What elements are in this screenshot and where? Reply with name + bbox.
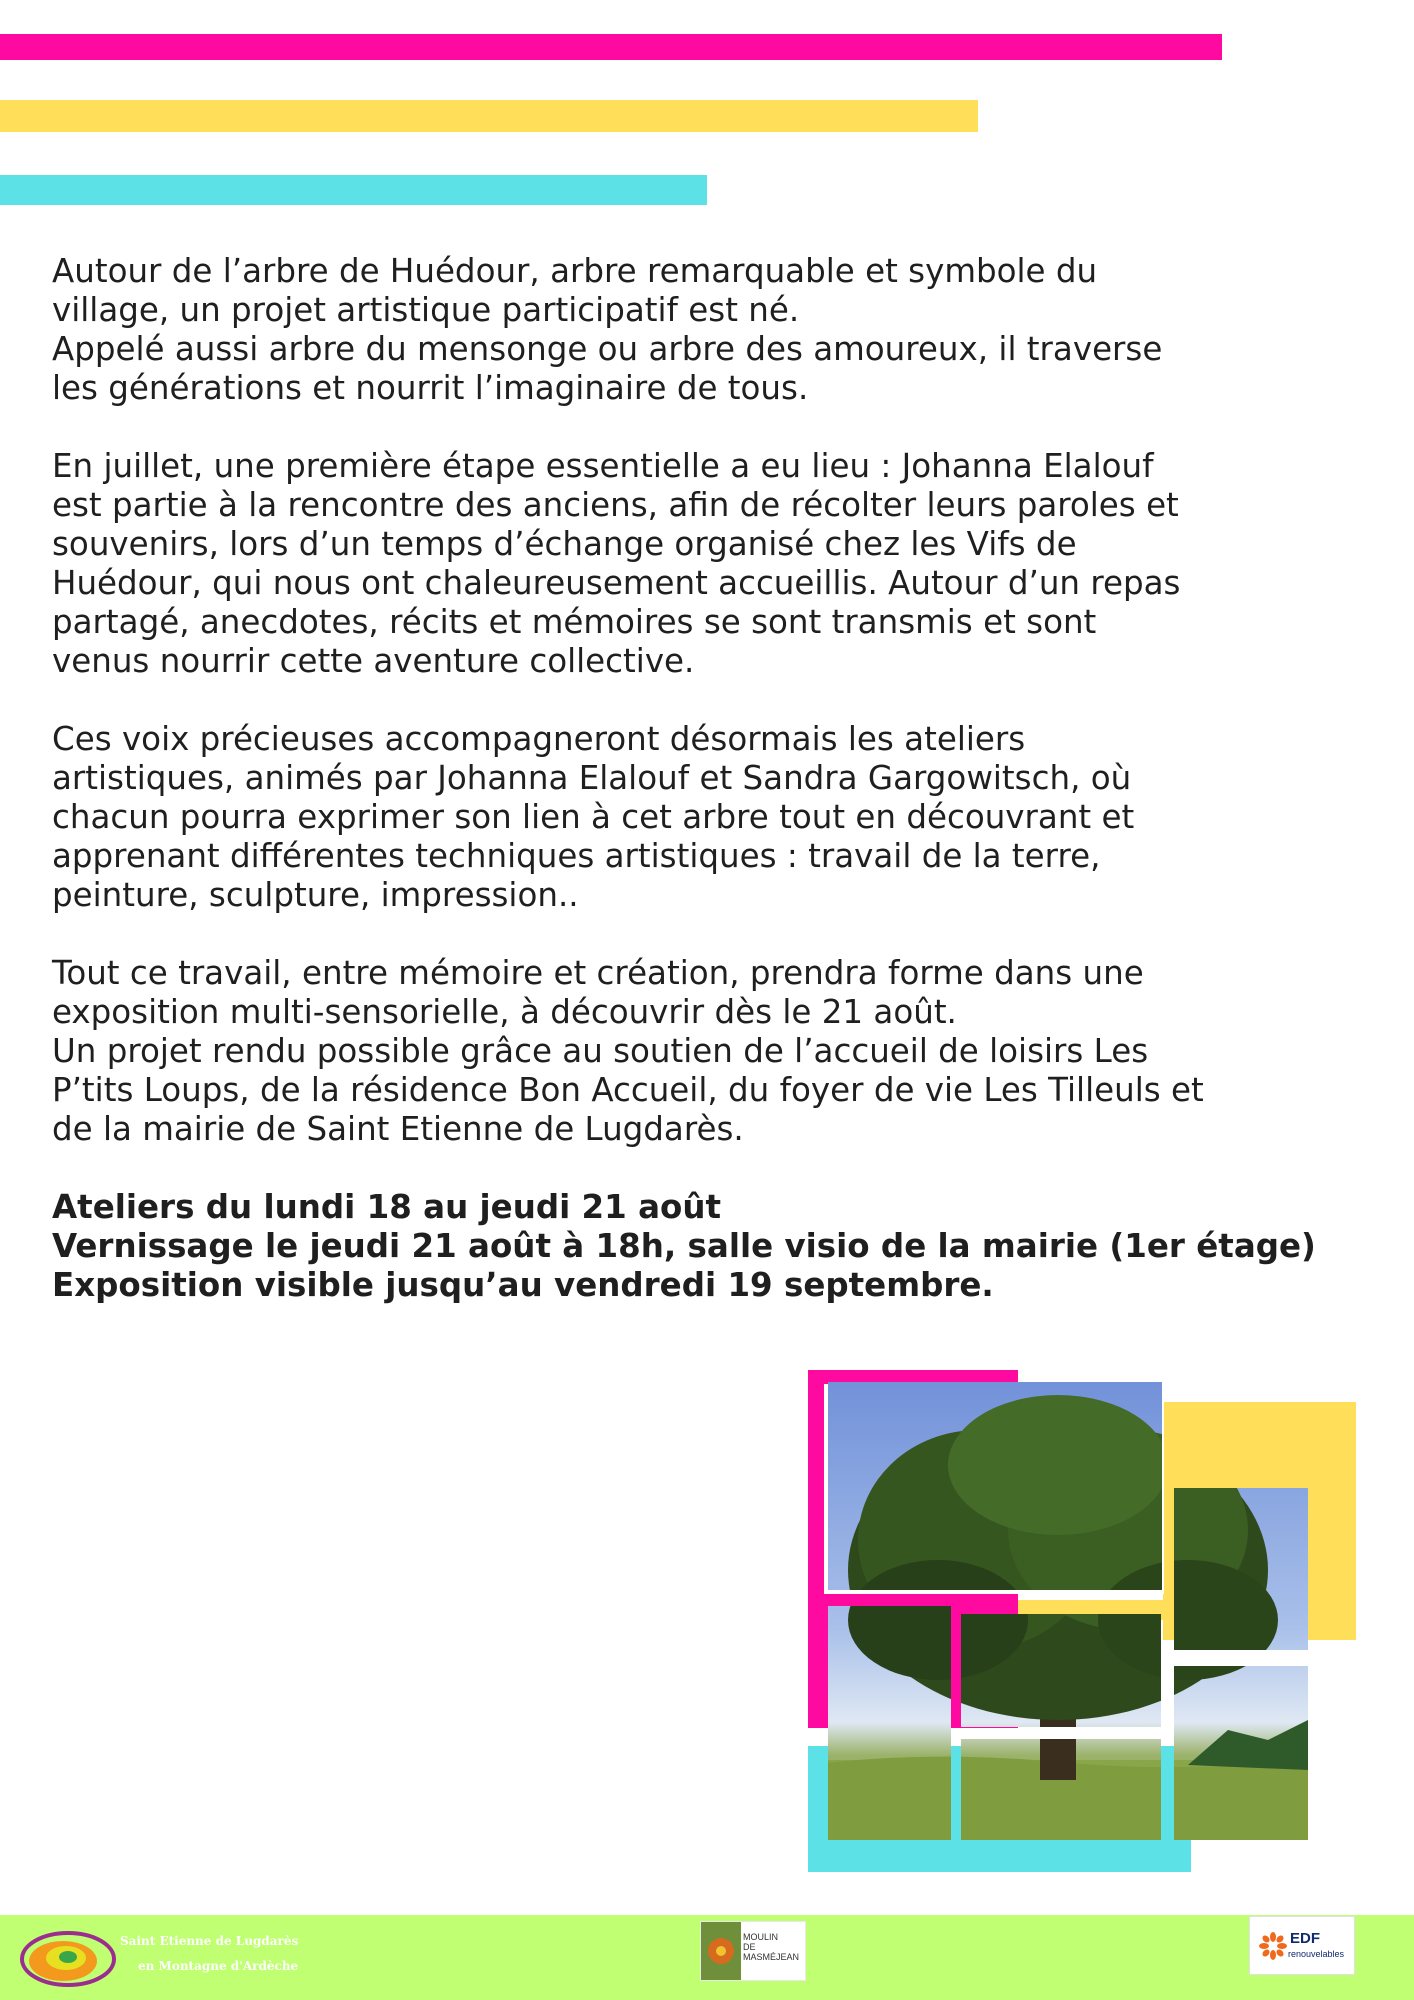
mill-wheel-icon (701, 1922, 741, 1980)
moulin-logo (700, 1921, 806, 1981)
pink-decorative-bar (0, 34, 1222, 60)
text-line: les générations et nourrit l’imaginaire de tous. (52, 369, 809, 407)
text-line: de la mairie de Saint Etienne de Lugdarès. (52, 1110, 744, 1148)
text-line: P’tits Loups, de la résidence Bon Accueil, du foyer de vie Les Tilleuls et (52, 1071, 1204, 1109)
text-line: Tout ce travail, entre mémoire et création, prendra forme dans une (52, 954, 1144, 992)
moulin-name (743, 1932, 799, 1962)
highlight-opening: Vernissage le jeudi 21 août à 18h, salle visio de la mairie (1er étage) (52, 1227, 1316, 1265)
text-line: souvenirs, lors d’un temps d’échange organisé chez les Vifs de (52, 525, 1077, 563)
town-name-line1: Saint Etienne de Lugdarès (120, 1934, 299, 1948)
tree-photo-tile (961, 1614, 1161, 1727)
edf-logo (1249, 1916, 1355, 1975)
tree-photo-tile (1174, 1666, 1330, 1851)
tree-photo-tile (1174, 1488, 1330, 1650)
text-line: artistiques, animés par Johanna Elalouf et Sandra Gargowitsch, où (52, 759, 1132, 797)
edf-subtitle: renouvelables (1288, 1949, 1345, 1959)
paragraph-workshops (52, 720, 1362, 915)
cyan-decorative-bar (0, 175, 707, 205)
text-line: venus nourrir cette aventure collective. (52, 642, 695, 680)
edf-name: EDF (1290, 1930, 1320, 1947)
moulin-line: DE (743, 1942, 756, 1952)
text-line: est partie à la rencontre des anciens, afin de récolter leurs paroles et (52, 486, 1179, 524)
paragraph-intro (52, 252, 1362, 408)
event-highlights (52, 1188, 1362, 1305)
text-line: chacun pourra exprimer son lien à cet arbre tout en découvrant et (52, 798, 1135, 836)
town-logo (18, 1925, 118, 1990)
moulin-line: MASMÉJEAN (743, 1952, 800, 1962)
highlight-workshops-dates: Ateliers du lundi 18 au jeudi 21 août (52, 1188, 722, 1226)
text-line: apprenant différentes techniques artistiques : travail de la terre, (52, 837, 1101, 875)
text-line: Ces voix précieuses accompagneront désormais les ateliers (52, 720, 1026, 758)
partners-footer (0, 1915, 1414, 2000)
highlight-exhibition-end: Exposition visible jusqu’au vendredi 19 septembre. (52, 1266, 994, 1304)
paragraph-exhibition (52, 954, 1362, 1149)
text-line: exposition multi-sensorielle, à découvrir dès le 21 août. (52, 993, 957, 1031)
text-line: Appelé aussi arbre du mensonge ou arbre des amoureux, il traverse (52, 330, 1163, 368)
tree-photo-tile (961, 1739, 1161, 1851)
text-line: partagé, anecdotes, récits et mémoires se sont transmis et sont (52, 603, 1097, 641)
tree-photo-collage (808, 1370, 1356, 1875)
text-line: Huédour, qui nous ont chaleureusement accueillis. Autour d’un repas (52, 564, 1181, 602)
town-name-line2: en Montagne d'Ardèche (138, 1959, 299, 1973)
edf-flower-icon (1258, 1931, 1288, 1961)
tree-photo-tile (828, 1382, 1162, 1590)
text-line: peinture, sculpture, impression.. (52, 876, 579, 914)
text-line: Un projet rendu possible grâce au soutien de l’accueil de loisirs Les (52, 1032, 1149, 1070)
text-line: En juillet, une première étape essentielle a eu lieu : Johanna Elalouf (52, 447, 1154, 485)
yellow-decorative-bar (0, 100, 978, 132)
text-line: village, un projet artistique participatif est né. (52, 291, 800, 329)
paragraph-july (52, 447, 1362, 681)
tree-photo-tile (828, 1606, 951, 1851)
moulin-line: MOULIN (743, 1932, 779, 1942)
article-body (52, 252, 1362, 1305)
text-line: Autour de l’arbre de Huédour, arbre remarquable et symbole du (52, 252, 1098, 290)
town-name (120, 1929, 298, 1979)
